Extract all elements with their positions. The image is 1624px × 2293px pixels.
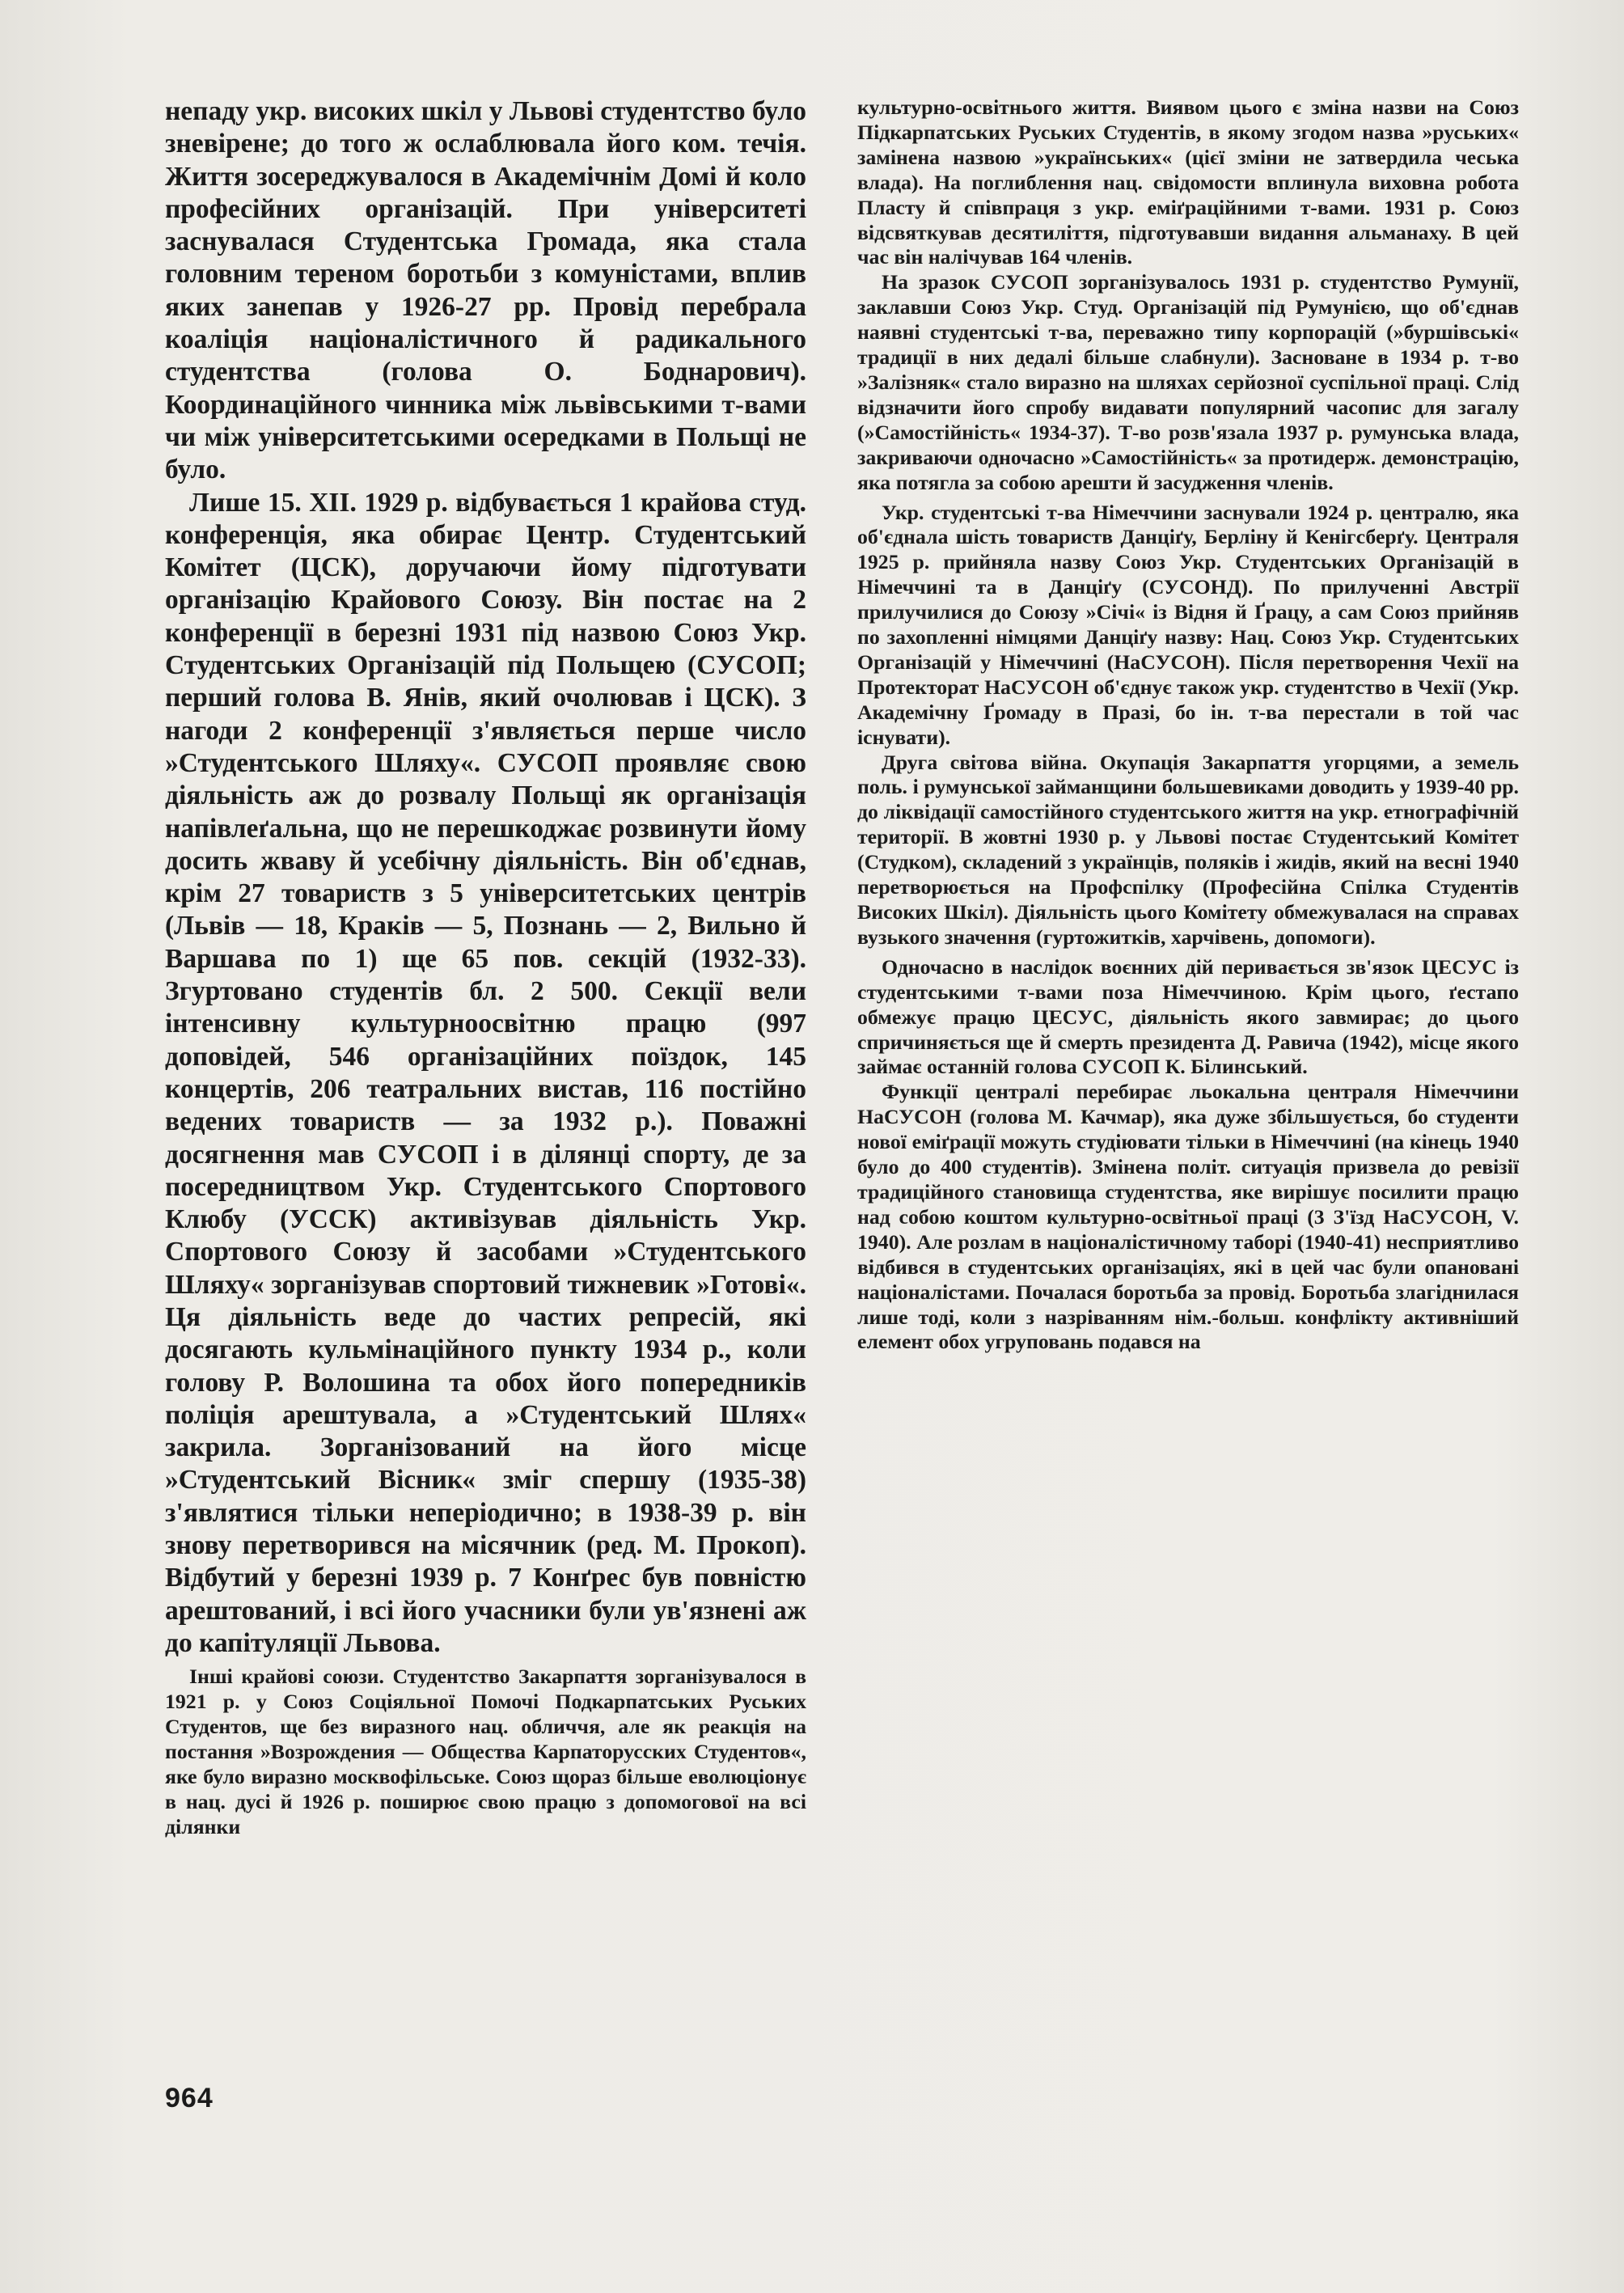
paragraph: На зразок СУСОП зорганізувалось 1931 р. студентство Румунії, заклавши Союз Укр. Студ. Організацій під Румунією, що об'єднав наявні студентські т-ва, переважно типу корпорацій (»буршівські« традиції в них дедалі більше слабнули). Засноване в 1934 р. т-во »Залізняк« стало виразно на шляхах серйозної суспільної праці. Слід відзначити його спробу видавати популярний часопис для загалу (»Самостійність« 1934-37). Т-во розв'язала 1937 р. румунська влада, закриваючи одночасно »Самостійність« за протидерж. демонстрацію, яка потягла за собою арешти й засудження членів. [857, 270, 1519, 494]
paragraph: Інші крайові союзи. Студентство Закарпаття зорганізувалося в 1921 р. у Союз Соціяльної Помочі Подкарпатських Руських Студентов, ще без виразного нац. обличчя, але як реакція на постання »Возрождения — Общества Карпаторусских Студентов«, яке було виразно москвофільське. Союз щораз більше еволюціонує в нац. дусі й 1926 р. поширює свою працю з допомоговoї на всі ділянки [165, 1665, 806, 1838]
paragraph: Лише 15. XII. 1929 р. відбувається 1 крайова студ. конференція, яка обирає Центр. Студентський Комітет (ЦСК), доручаючи йому підготувати організацію Крайового Союзу. Він постає на 2 конференції в березні 1931 під назвою Союз Укр. Студентських Організацій під Польщею (СУСОП; перший голова В. Янів, який очолював і ЦСК). З нагоди 2 конференції з'являється перше число »Студентського Шляху«. СУСОП проявляє свою діяльність аж до розвалу Польщі як організація напівлеґальна, що не перешкоджає розвинути йому досить жваву й усебічну діяльність. Він об'єднав, крім 27 товариств з 5 університетських центрів (Львів — 18, Краків — 5, Познань — 2, Вильно й Варшава по 1) ще 65 пов. секцій (1932-33). Згуртовано студентів бл. 2 500. Секції вели інтенсивну культурноосвітню працю (997 доповідей, 546 організаційних поїздок, 145 концертів, 206 театральних вистав, 116 постійно ведених товариств — за 1932 р.). Поважні досягнення мав СУСОП і в ділянці спорту, де за посередництвом Укр. Студентського Спортового Клюбу (УССК) активізував діяльність Укр. Спортового Союзу й засобами »Студентського Шляху« зорганізував спортовий тижневик »Готові«. Ця діяльність веде до частих репресій, які досягають кульмінаційного пункту 1934 р., коли голову Р. Волошина та обох його попередників поліція арештувала, а »Студентський Шлях« закрила. Зорганізований на його місце »Студентський Вісник« зміг спершу (1935-38) з'являтися тільки неперіодично; в 1938-39 р. він знову перетворився на місячник (ред. М. Прокоп). Відбутий у березні 1939 р. 7 Конґрес був повністю арештований, і всі його учасники були ув'язнені аж до капітуляції Львова. [165, 487, 806, 1658]
paragraph: Друга світова війна. Окупація Закарпаття угорцями, а земель поль. і румунської займанщини большевиками доводить у 1939-40 рр. до ліквідації самостійного студентського життя на укр. етнографічній території. В жовтні 1930 р. у Львові постає Студентський Комітет (Студком), складений з українців, поляків і жидів, який на весні 1940 перетворюється на Профспілку (Професійна Спілка Студентів Високих Шкіл). Діяльність цього Комітету обмежувалася на справах вузького значення (гуртожитків, харчівень, допомоги). [857, 750, 1519, 949]
paragraph: Укр. студентські т-ва Німеччини заснували 1924 р. централю, яка об'єднала шість товариств Данціґу, Берліну й Кенігсберґу. Централя 1925 р. прийняла назву Союз Укр. Студентських Організацій в Німеччині та в Данціґу (СУСОНД). По прилученні Австрії прилучилися до Союзу »Січі« із Відня й Ґрацу, а сам Союз прийняв по захопленні німцями Данціґу назву: Нац. Союз Укр. Студентських Організацій у Німеччині (НаСУСОН). Після перетворення Чехії на Протекторат НаСУСОН об'єднує також укр. студентство в Чехії (Укр. Академічну Ґромаду в Празі, бо ін. т-ва перестали в той час існувати). [857, 500, 1519, 749]
page-number: 964 [165, 2083, 214, 2113]
left-column [165, 95, 806, 1840]
right-column [857, 95, 1519, 1355]
paragraph: Функції централі перебирає льокальна централя Німеччини НаСУСОН (голова М. Качмар), яка дуже збільшується, бо студенти нової еміґрації можуть студіювати тільки в Німеччині (на кінець 1940 було до 400 студентів). Змінена політ. ситуація призвела до ревізії традиційного становища студентства, яке вирішує посилити працю над собою коштом культурно-освітньої праці (3 З'їзд НаСУСОН, V. 1940). Але розлам в націоналістичному таборі (1940-41) несприятливо відбився в студентських організаціях, які в цей час були опановані націоналістами. Почалася боротьба за провід. Боротьба злагіднилася лише тоді, коли з назріванням нім.-больш. конфлікту активніший елемент обох угруповань подався на [857, 1080, 1519, 1354]
paragraph: непаду укр. високих шкіл у Львові студентство було зневірене; до того ж ослаблювала його ком. течія. Життя зосереджувалося в Академічнім Домі й коло професійних організацій. При університеті заснувалася Студентська Громада, яка стала головним тереном боротьби з комуністами, вплив яких занепав у 1926-27 рр. Провід перебрала коаліція націоналістичного й радикального студентства (голова О. Боднарович). Координаційного чинника між львівськими т-вами чи між університетськими осередками в Польщі не було. [165, 96, 806, 485]
paragraph: культурно-освітнього життя. Виявом цього є зміна назви на Союз Підкарпатських Руських Студентів, в якому згодом назва »руських« замінена назвою »українських« (цієї зміни не затвердила чеська влада). На поглиблення нац. свідомости вплинула виховна робота Пласту й співпраця з укр. еміґраційними т-вами. 1931 р. Союз відсвяткував десятиліття, підготувавши видання альманаху. В цей час він налічував 164 членів. [857, 95, 1519, 269]
paragraph: Одночасно в наслідок воєнних дій перивається зв'язок ЦЕСУС із студентськими т-вами поза Німеччиною. Крім цього, ґестапо обмежує працю ЦЕСУС, діяльність якого завмирає; до цього спричиняється ще й смерть президента Д. Равича (1942), місце якого займає останній голова СУСОП К. Білинський. [857, 954, 1519, 1079]
